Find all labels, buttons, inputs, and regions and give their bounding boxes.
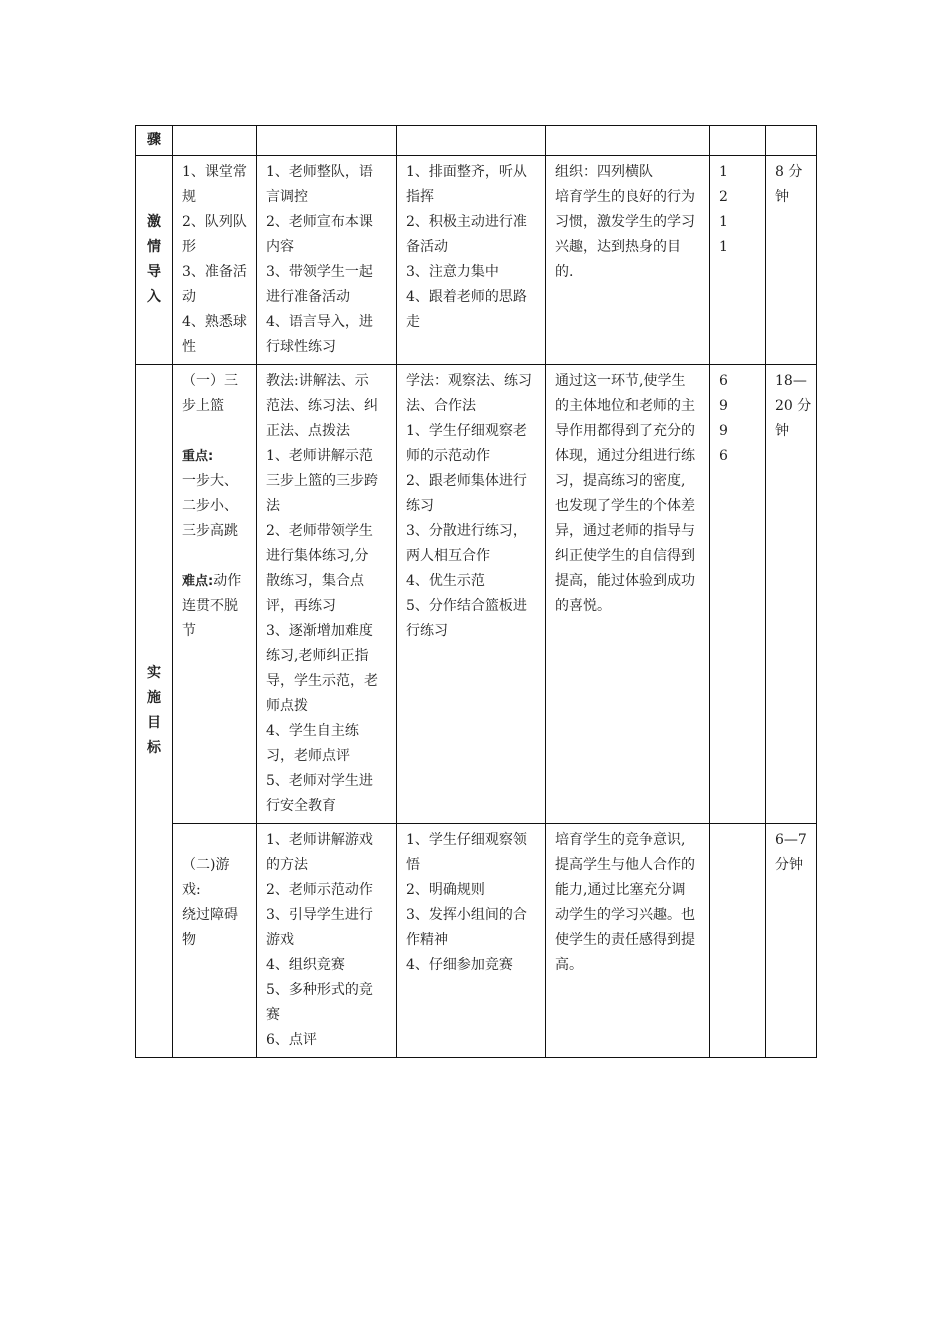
warmup-purpose: 组织：四列横队 培育学生的良好的行为 习惯，激发学生的学习 兴趣，达到热身的目 的.	[546, 156, 710, 365]
layup-purpose: 通过这一环节,使学生 的主体地位和老师的主 导作用都得到了充分的 体现，通过分组进行练 习，提高练习的密度, 也发现了学生的个体差 异，通过老师的指导与 纠正使学生的自信得到 提高，能过体验到成功 的喜悦。	[546, 365, 710, 824]
step-label-warmup: 激 情 导 入	[136, 156, 173, 365]
warmup-student: 1、排面整齐，听从 指挥 2、积极主动进行准 备活动 3、注意力集中 4、跟着老师的思路 走	[397, 156, 546, 365]
header-time-cell	[766, 126, 817, 156]
section-layup-row	[136, 365, 817, 824]
section-warmup-row	[136, 156, 817, 365]
header-count-cell	[710, 126, 766, 156]
game-purpose: 培育学生的竞争意识, 提高学生与他人合作的 能力,通过比塞充分调 动学生的学习兴趣。也 使学生的责任感得到提 高。	[546, 824, 710, 1058]
section-game-row	[136, 824, 817, 1058]
header-teacher-cell	[257, 126, 397, 156]
warmup-count: 1 2 1 1	[710, 156, 766, 365]
layup-content: （一）三 步上篮 重点: 一步大、 二步小、 三步高跳 难点:动作 连贯不脱 节	[173, 365, 257, 824]
warmup-content: 1、课堂常 规 2、队列队 形 3、准备活 动 4、熟悉球 性	[173, 156, 257, 365]
game-time: 6—7 分钟	[766, 824, 817, 1058]
game-teacher: 1、老师讲解游戏 的方法 2、老师示范动作 3、引导学生进行 游戏 4、组织竞赛 5、多种形式的竞 赛 6、点评	[257, 824, 397, 1058]
header-content-cell	[173, 126, 257, 156]
layup-teacher: 教法:讲解法、示 范法、练习法、纠 正法、点拨法 1、老师讲解示范 三步上篮的三步跨 法 2、老师带领学生 进行集体练习,分 散练习，集合点 评，再练习 3、逐渐增加难度 练习,老师纠正指 导，学生示范，老 师点拨 4、学生自主练 习，老师点评 5、老师对学生进 行安全教育	[257, 365, 397, 824]
key-point-label: 重点:	[182, 449, 214, 464]
game-student: 1、学生仔细观察领 悟 2、明确规则 3、发挥小组间的合 作精神 4、仔细参加竞赛	[397, 824, 546, 1058]
layup-student: 学法：观察法、练习 法、合作法 1、学生仔细观察老 师的示范动作 2、跟老师集体进行 练习 3、分散进行练习， 两人相互合作 4、优生示范 5、分作结合篮板进 行练习	[397, 365, 546, 824]
game-count	[710, 824, 766, 1058]
header-row	[136, 126, 817, 156]
lesson-plan-table	[135, 125, 817, 1058]
warmup-teacher: 1、老师整队，语 言调控 2、老师宣布本课 内容 3、带领学生一起 进行准备活动 4、语言导入，进 行球性练习	[257, 156, 397, 365]
difficulty-label: 难点:	[182, 574, 214, 589]
layup-time: 18— 20 分 钟	[766, 365, 817, 824]
layup-count: 6 9 9 6	[710, 365, 766, 824]
warmup-time: 8 分 钟	[766, 156, 817, 365]
header-purpose-cell	[546, 126, 710, 156]
step-header-cell: 骤	[136, 126, 173, 156]
game-content: （二)游 戏: 绕过障碍 物	[173, 824, 257, 1058]
header-student-cell	[397, 126, 546, 156]
step-label-implementation: 实 施 目 标	[136, 365, 173, 1058]
